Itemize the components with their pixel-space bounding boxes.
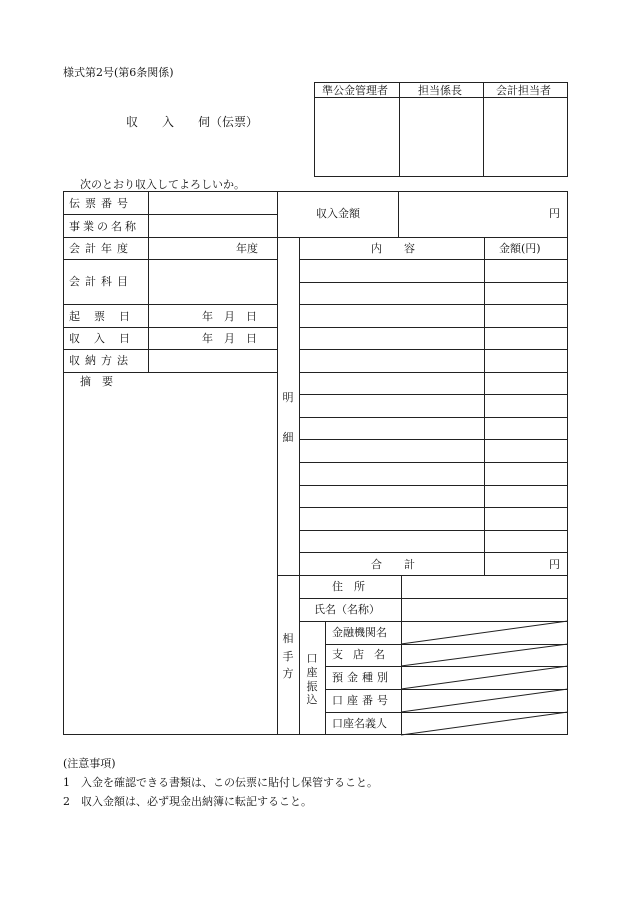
intro-text: 次のとおり収入してよろしいか。 — [80, 178, 245, 191]
note-item-2: 2 収入金額は、必ず現金出納簿に転記すること。 — [63, 795, 312, 808]
counterparty-side-label: 相手方 — [282, 632, 294, 681]
approval-header-accountant: 会計担当者 — [496, 84, 551, 97]
label-fiscal-year: 会計年度 — [69, 242, 133, 255]
label-collection-method: 収納方法 — [69, 354, 133, 367]
label-voucher-no: 伝票番号 — [69, 197, 133, 210]
approval-header-chief: 担当係長 — [418, 84, 462, 97]
label-receipt-date: 収入日 — [69, 332, 144, 345]
label-account-holder: 口座名義人 — [332, 717, 387, 730]
label-address: 住 所 — [332, 580, 365, 593]
detail-amount-header: 金額(円) — [499, 242, 541, 255]
bank-field-slashes — [401, 621, 568, 735]
label-summary: 摘 要 — [80, 375, 113, 388]
label-project-name: 事業の名称 — [69, 220, 139, 233]
detail-total-label: 合 計 — [371, 558, 415, 571]
label-deposit-type: 預金種別 — [332, 671, 392, 684]
receipt-date-format: 年 月 日 — [202, 332, 257, 345]
label-bank-name: 金融機関名 — [332, 626, 387, 639]
label-account-no: 口座番号 — [332, 694, 392, 707]
draft-date-format: 年 月 日 — [202, 310, 257, 323]
label-account-transfer: 口座振込 — [306, 652, 318, 707]
detail-content-header: 内 容 — [371, 242, 415, 255]
note-item-1: 1 入金を確認できる書類は、この伝票に貼付し保管すること。 — [63, 776, 378, 789]
label-account-item: 会計科目 — [69, 275, 133, 288]
detail-total-unit: 円 — [549, 558, 560, 571]
approval-header-manager: 準公金管理者 — [322, 84, 388, 97]
label-receipt-amount: 収入金額 — [316, 207, 360, 220]
amount-unit: 円 — [549, 207, 560, 220]
form-code: 様式第2号(第6条関係) — [63, 66, 174, 79]
detail-side-label: 明細 — [282, 391, 294, 444]
form-title: 収 入 伺（伝票） — [126, 115, 259, 129]
label-name: 氏名（名称） — [314, 603, 380, 616]
notes-heading: (注意事項) — [63, 757, 116, 770]
fiscal-year-unit: 年度 — [236, 242, 258, 255]
label-draft-date: 起票日 — [69, 310, 144, 323]
label-branch: 支店名 — [332, 648, 395, 661]
